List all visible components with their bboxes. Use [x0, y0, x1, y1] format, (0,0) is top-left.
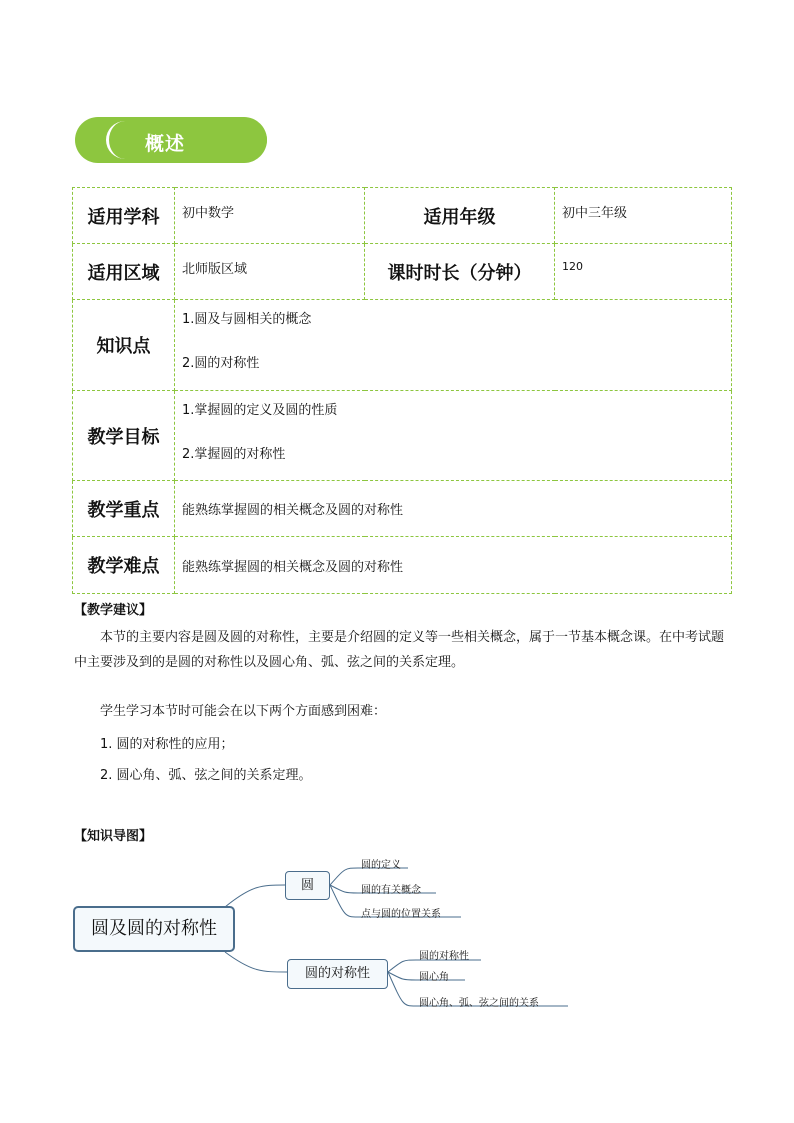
region-value: 北师版区域 — [175, 244, 365, 300]
grade-value: 初中三年级 — [555, 188, 732, 244]
advice-title: 【教学建议】 — [74, 603, 153, 618]
difficulty-item: 2. 圆心角、弧、弦之间的关系定理。 — [100, 768, 312, 783]
region-label: 适用区域 — [73, 244, 175, 300]
mindmap-leaf: 点与圆的位置关系 — [361, 909, 441, 920]
mindmap-root-node: 圆及圆的对称性 — [73, 906, 235, 952]
mindmap-branch-node: 圆的对称性 — [287, 959, 388, 989]
mindmap-leaf: 圆的定义 — [361, 860, 401, 871]
difficulty-intro: 学生学习本节时可能会在以下两个方面感到困难： — [100, 704, 387, 719]
goals-list — [175, 391, 732, 481]
connector-root-branch1 — [225, 885, 285, 907]
grade-label: 适用年级 — [365, 188, 555, 244]
subject-value: 初中数学 — [175, 188, 365, 244]
section-title: 概述 — [145, 133, 186, 155]
key-value: 能熟练掌握圆的相关概念及圆的对称性 — [175, 481, 732, 537]
key-label: 教学重点 — [73, 481, 175, 537]
overview-table — [72, 187, 732, 594]
knowledge-item: 2.圆的对称性 — [182, 356, 260, 371]
mindmap-leaf: 圆心角 — [419, 972, 449, 983]
goals-label: 教学目标 — [73, 391, 175, 481]
goal-item: 1.掌握圆的定义及圆的性质 — [182, 403, 338, 418]
connector-root-branch2 — [225, 952, 287, 972]
mindmap-title: 【知识导图】 — [74, 829, 153, 844]
duration-value: 120 — [555, 244, 732, 300]
goal-item: 2.掌握圆的对称性 — [182, 447, 286, 462]
subject-label: 适用学科 — [73, 188, 175, 244]
mindmap-leaf: 圆心角、弧、弦之间的关系 — [419, 998, 539, 1009]
advice-paragraph: 本节的主要内容是圆及圆的对称性，主要是介绍圆的定义等一些相关概念，属于一节基本概念课。在中考试题中主要涉及到的是圆的对称性以及圆心角、弧、弦之间的关系定理。 — [74, 630, 725, 670]
mindmap-branch-node: 圆 — [285, 871, 330, 900]
mindmap-leaf: 圆的对称性 — [419, 951, 469, 962]
duration-label: 课时时长（分钟） — [365, 244, 555, 300]
difficulty-value: 能熟练掌握圆的相关概念及圆的对称性 — [175, 537, 732, 594]
knowledge-list — [175, 300, 732, 391]
mindmap-leaf: 圆的有关概念 — [361, 885, 421, 896]
difficulty-item: 1. 圆的对称性的应用； — [100, 737, 234, 752]
knowledge-item: 1.圆及与圆相关的概念 — [182, 312, 312, 327]
section-banner — [75, 117, 267, 163]
banner-pill-inner — [106, 121, 267, 159]
difficulty-label: 教学难点 — [73, 537, 175, 594]
knowledge-label: 知识点 — [73, 300, 175, 391]
